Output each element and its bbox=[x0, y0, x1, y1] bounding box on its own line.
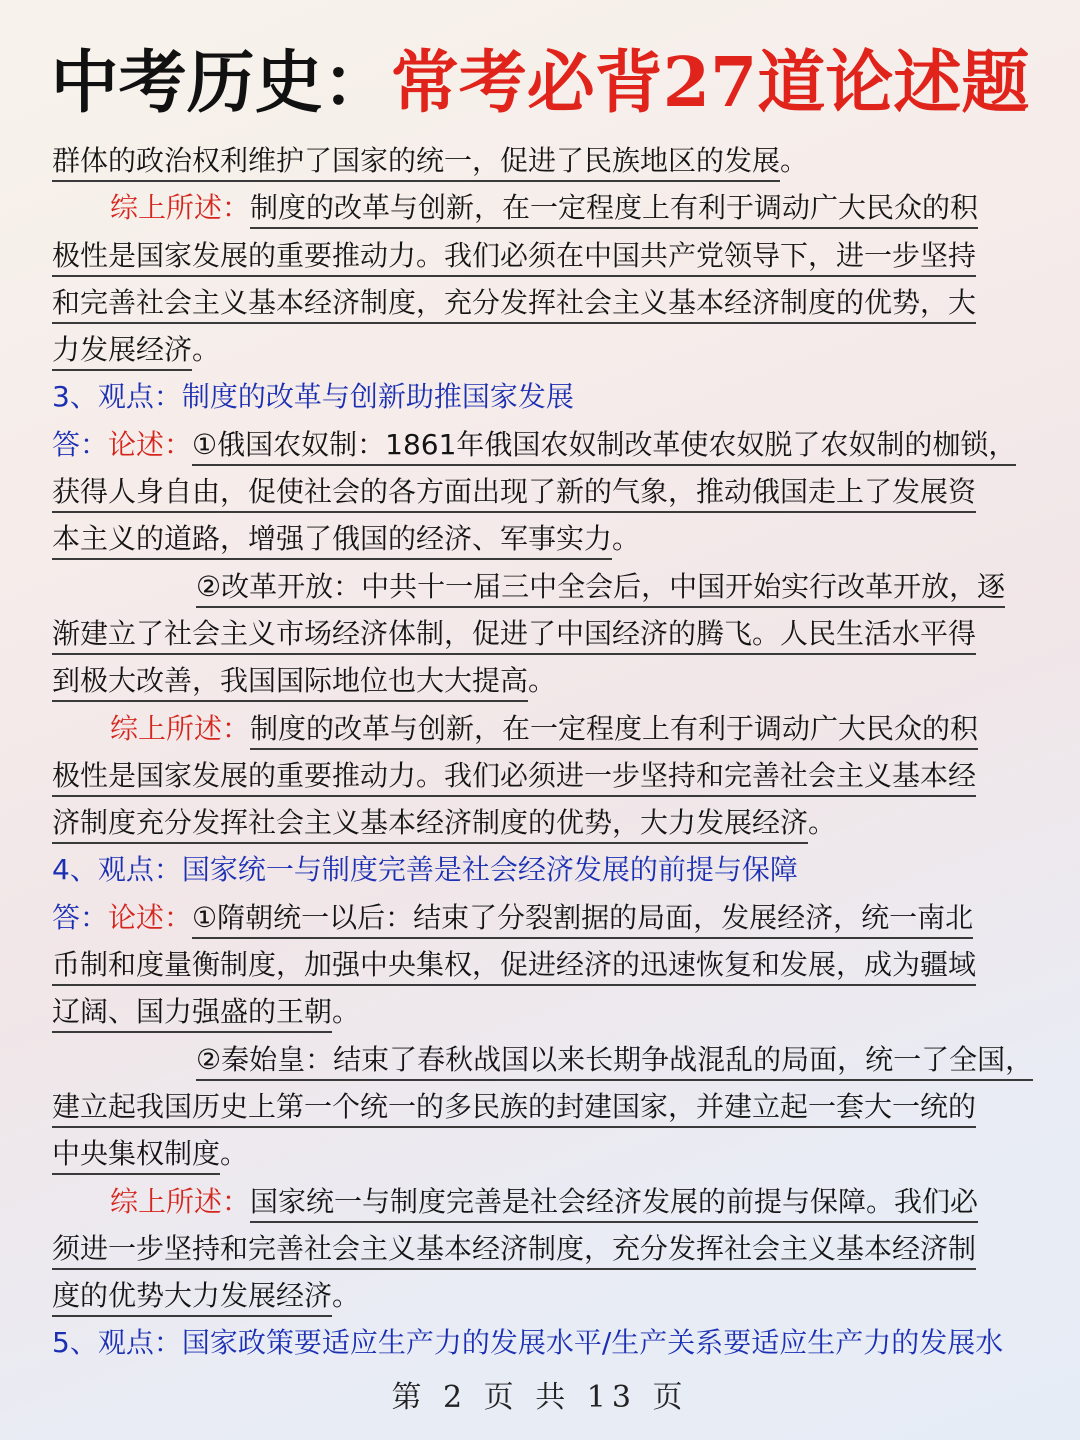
line-text: 和完善社会主义基本经济制度，充分发挥社会主义基本经济制度的优势，大 bbox=[52, 286, 976, 324]
line-text: 辽阔、国力强盛的王朝 bbox=[52, 995, 332, 1033]
line-text: 济制度充分发挥社会主义基本经济制度的优势，大力发展经济 bbox=[52, 806, 808, 844]
discussion-label: 论述： bbox=[108, 900, 193, 934]
summary-text: 制度的改革与创新，在一定程度上有利于调动广大民众的积 bbox=[250, 712, 978, 750]
text-line bbox=[52, 988, 1050, 1035]
line-tail: 。 bbox=[192, 333, 221, 367]
page-number: 第 2 页 共 13 页 bbox=[391, 1380, 689, 1415]
section-heading: 4、观点：国家统一与制度完善是社会经济发展的前提与保障 bbox=[52, 853, 798, 887]
line-text: 度的优势大力发展经济 bbox=[52, 1279, 332, 1317]
discussion-label: 论述： bbox=[108, 427, 193, 461]
answer-text: ①俄国农奴制：1861年俄国农奴制改革使农奴脱了农奴制的枷锁， bbox=[192, 428, 1016, 466]
line-text: 须进一步坚持和完善社会主义基本经济制度，充分发挥社会主义基本经济制 bbox=[52, 1232, 976, 1270]
line-tail: 。 bbox=[332, 1279, 361, 1313]
line-text: 币制和度量衡制度，加强中央集权，促进经济的迅速恢复和发展，成为疆域 bbox=[52, 948, 976, 986]
line-text: 到极大改善，我国国际地位也大大提高 bbox=[52, 664, 528, 702]
line-text: 渐建立了社会主义市场经济体制，促进了中国经济的腾飞。人民生活水平得 bbox=[52, 617, 976, 655]
text-line bbox=[52, 705, 1050, 752]
text-line bbox=[52, 610, 1050, 657]
text-line bbox=[52, 326, 1050, 373]
text-line bbox=[52, 1036, 1050, 1083]
text-line bbox=[52, 894, 1050, 941]
summary-text: 国家统一与制度完善是社会经济发展的前提与保障。我们必 bbox=[250, 1185, 978, 1223]
summary-label: 综上所述： bbox=[110, 711, 251, 745]
line-text: 力发展经济 bbox=[52, 333, 192, 371]
section-heading: 3、观点：制度的改革与创新助推国家发展 bbox=[52, 380, 574, 414]
text-line bbox=[52, 373, 1050, 420]
line-tail: 。 bbox=[612, 522, 641, 556]
text-line bbox=[52, 941, 1050, 988]
line-text: 获得人身自由，促使社会的各方面出现了新的气象，推动俄国走上了发展资 bbox=[52, 475, 976, 513]
line-text: 极性是国家发展的重要推动力。我们必须在中国共产党领导下，进一步坚持 bbox=[52, 239, 976, 277]
text-line bbox=[52, 1083, 1050, 1130]
answer-text: ①隋朝统一以后：结束了分裂割据的局面，发展经济，统一南北 bbox=[192, 901, 973, 939]
text-line bbox=[52, 1319, 1050, 1366]
sub-point-text: ②改革开放：中共十一届三中全会后，中国开始实行改革开放，逐 bbox=[196, 570, 1005, 608]
line-tail: 。 bbox=[332, 995, 361, 1029]
text-line bbox=[52, 1225, 1050, 1272]
text-line bbox=[52, 184, 1050, 231]
line-text: 极性是国家发展的重要推动力。我们必须进一步坚持和完善社会主义基本经 bbox=[52, 759, 976, 797]
text-line bbox=[52, 279, 1050, 326]
text-line bbox=[52, 468, 1050, 515]
line-tail: 。 bbox=[808, 806, 837, 840]
text-line bbox=[52, 515, 1050, 562]
answer-label: 答： bbox=[52, 427, 109, 461]
text-line bbox=[52, 799, 1050, 846]
page-title bbox=[0, 38, 1080, 128]
text-line bbox=[52, 137, 1050, 184]
text-line bbox=[52, 752, 1050, 799]
text-line bbox=[52, 1272, 1050, 1319]
title-main: 常考必背27道论述题 bbox=[390, 43, 1030, 123]
line-tail: 。 bbox=[528, 664, 557, 698]
line-tail: 。 bbox=[780, 144, 809, 177]
text-line bbox=[52, 563, 1050, 610]
line-text: 本主义的道路，增强了俄国的经济、军事实力 bbox=[52, 522, 612, 560]
text-line bbox=[52, 846, 1050, 893]
section-heading: 5、观点：国家政策要适应生产力的发展水平/生产关系要适应生产力的发展水 bbox=[52, 1326, 1004, 1360]
text-line bbox=[52, 1178, 1050, 1225]
line-text: 中央集权制度 bbox=[52, 1137, 220, 1175]
line-text: 建立起我国历史上第一个统一的多民族的封建国家，并建立起一套大一统的 bbox=[52, 1090, 976, 1128]
title-prefix: 中考历史： bbox=[50, 43, 391, 123]
text-line bbox=[52, 657, 1050, 704]
sub-point-text: ②秦始皇：结束了春秋战国以来长期争战混乱的局面，统一了全国， bbox=[196, 1043, 1033, 1081]
text-line bbox=[52, 232, 1050, 279]
line-text: 群体的政治权利维护了国家的统一，促进了民族地区的发展 bbox=[52, 144, 780, 182]
summary-text: 制度的改革与创新，在一定程度上有利于调动广大民众的积 bbox=[250, 191, 978, 229]
summary-label: 综上所述： bbox=[110, 1184, 251, 1218]
text-line bbox=[52, 421, 1050, 468]
line-tail: 。 bbox=[220, 1137, 249, 1171]
summary-label: 综上所述： bbox=[110, 191, 251, 225]
text-line bbox=[52, 1130, 1050, 1177]
answer-label: 答： bbox=[52, 900, 109, 934]
document-body bbox=[52, 137, 1050, 1367]
